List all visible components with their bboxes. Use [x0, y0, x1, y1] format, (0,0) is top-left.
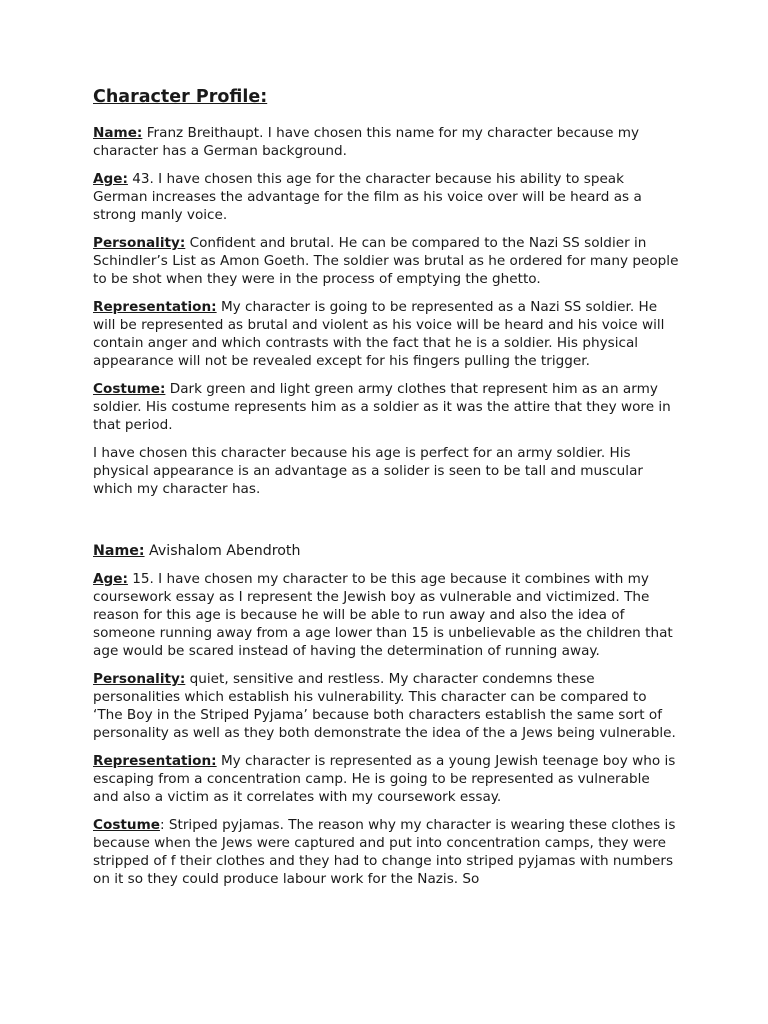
document-page [93, 86, 679, 898]
costume-label: Costume [93, 817, 160, 833]
section-gap [93, 508, 679, 542]
representation-label: Representation: [93, 753, 217, 769]
personality-text: Confident and brutal. He can be compared to the Nazi SS soldier in Schindler’s List as Amon Goeth. The soldier was brutal as he ordered for many people to be shot when they were in the process of emptying the ghetto. [93, 235, 679, 287]
name-label: Name: [93, 543, 145, 559]
character1-age [93, 170, 679, 224]
personality-label: Personality: [93, 235, 186, 251]
name-text: Franz Breithaupt. I have chosen this name for my character because my character has a German background. [93, 125, 640, 159]
character2-age [93, 570, 679, 660]
page-title: Character Profile: [93, 87, 268, 107]
representation-text: My character is going to be represented as a Nazi SS soldier. He will be represented as brutal and violent as his voice will be heard and his voice will contain anger and which contrasts with the fact that he is a soldier. His physical appearance will not be revealed except for his fingers pulling the trigger. [93, 299, 665, 369]
personality-label: Personality: [93, 671, 186, 687]
character2-name [93, 542, 679, 560]
character1-personality [93, 234, 679, 288]
age-label: Age: [93, 171, 128, 187]
representation-label: Representation: [93, 299, 217, 315]
representation-text: My character is represented as a young Jewish teenage boy who is escaping from a concentration camp. He is going to be represented as vulnerable and also a victim as it correlates with my coursework essay. [93, 753, 676, 805]
character1-summary: I have chosen this character because his age is perfect for an army soldier. His physical appearance is an advantage as a solider is seen to be tall and muscular which my character has. [93, 445, 643, 497]
character1-costume [93, 380, 679, 434]
age-text: 43. I have chosen this age for the character because his ability to speak German increases the advantage for the film as his voice over will be heard as a strong manly voice. [93, 171, 642, 223]
age-label: Age: [93, 571, 128, 587]
name-label: Name: [93, 125, 143, 141]
costume-label: Costume: [93, 381, 166, 397]
character2-costume [93, 816, 679, 888]
name-text: Avishalom Abendroth [144, 543, 301, 559]
character1-representation [93, 298, 679, 370]
character2-representation [93, 752, 679, 806]
personality-text: quiet, sensitive and restless. My character condemns these personalities which establish his vulnerability. This character can be compared to ‘The Boy in the Striped Pyjama’ because both characters establish the same sort of personality as well as they both demonstrate the idea of the a Jews being vulnerable. [93, 671, 676, 741]
costume-text: Dark green and light green army clothes that represent him as an army soldier. His costume represents him as a soldier as it was the attire that they wore in that period. [93, 381, 671, 433]
costume-text: : Striped pyjamas. The reason why my character is wearing these clothes is because when the Jews were captured and put into concentration camps, they were stripped of f their clothes and they had to change into striped pyjamas with numbers on it so they could produce labour work for the Nazis. So [93, 817, 676, 887]
character2-personality [93, 670, 679, 742]
character1-name [93, 124, 679, 160]
age-text: 15. I have chosen my character to be this age because it combines with my coursework essay as I represent the Jewish boy as vulnerable and victimized. The reason for this age is because he will be able to run away and also the idea of someone running away from a age lower than 15 is unbelievable as the children that age would be scared instead of having the determination of running away. [93, 571, 673, 659]
